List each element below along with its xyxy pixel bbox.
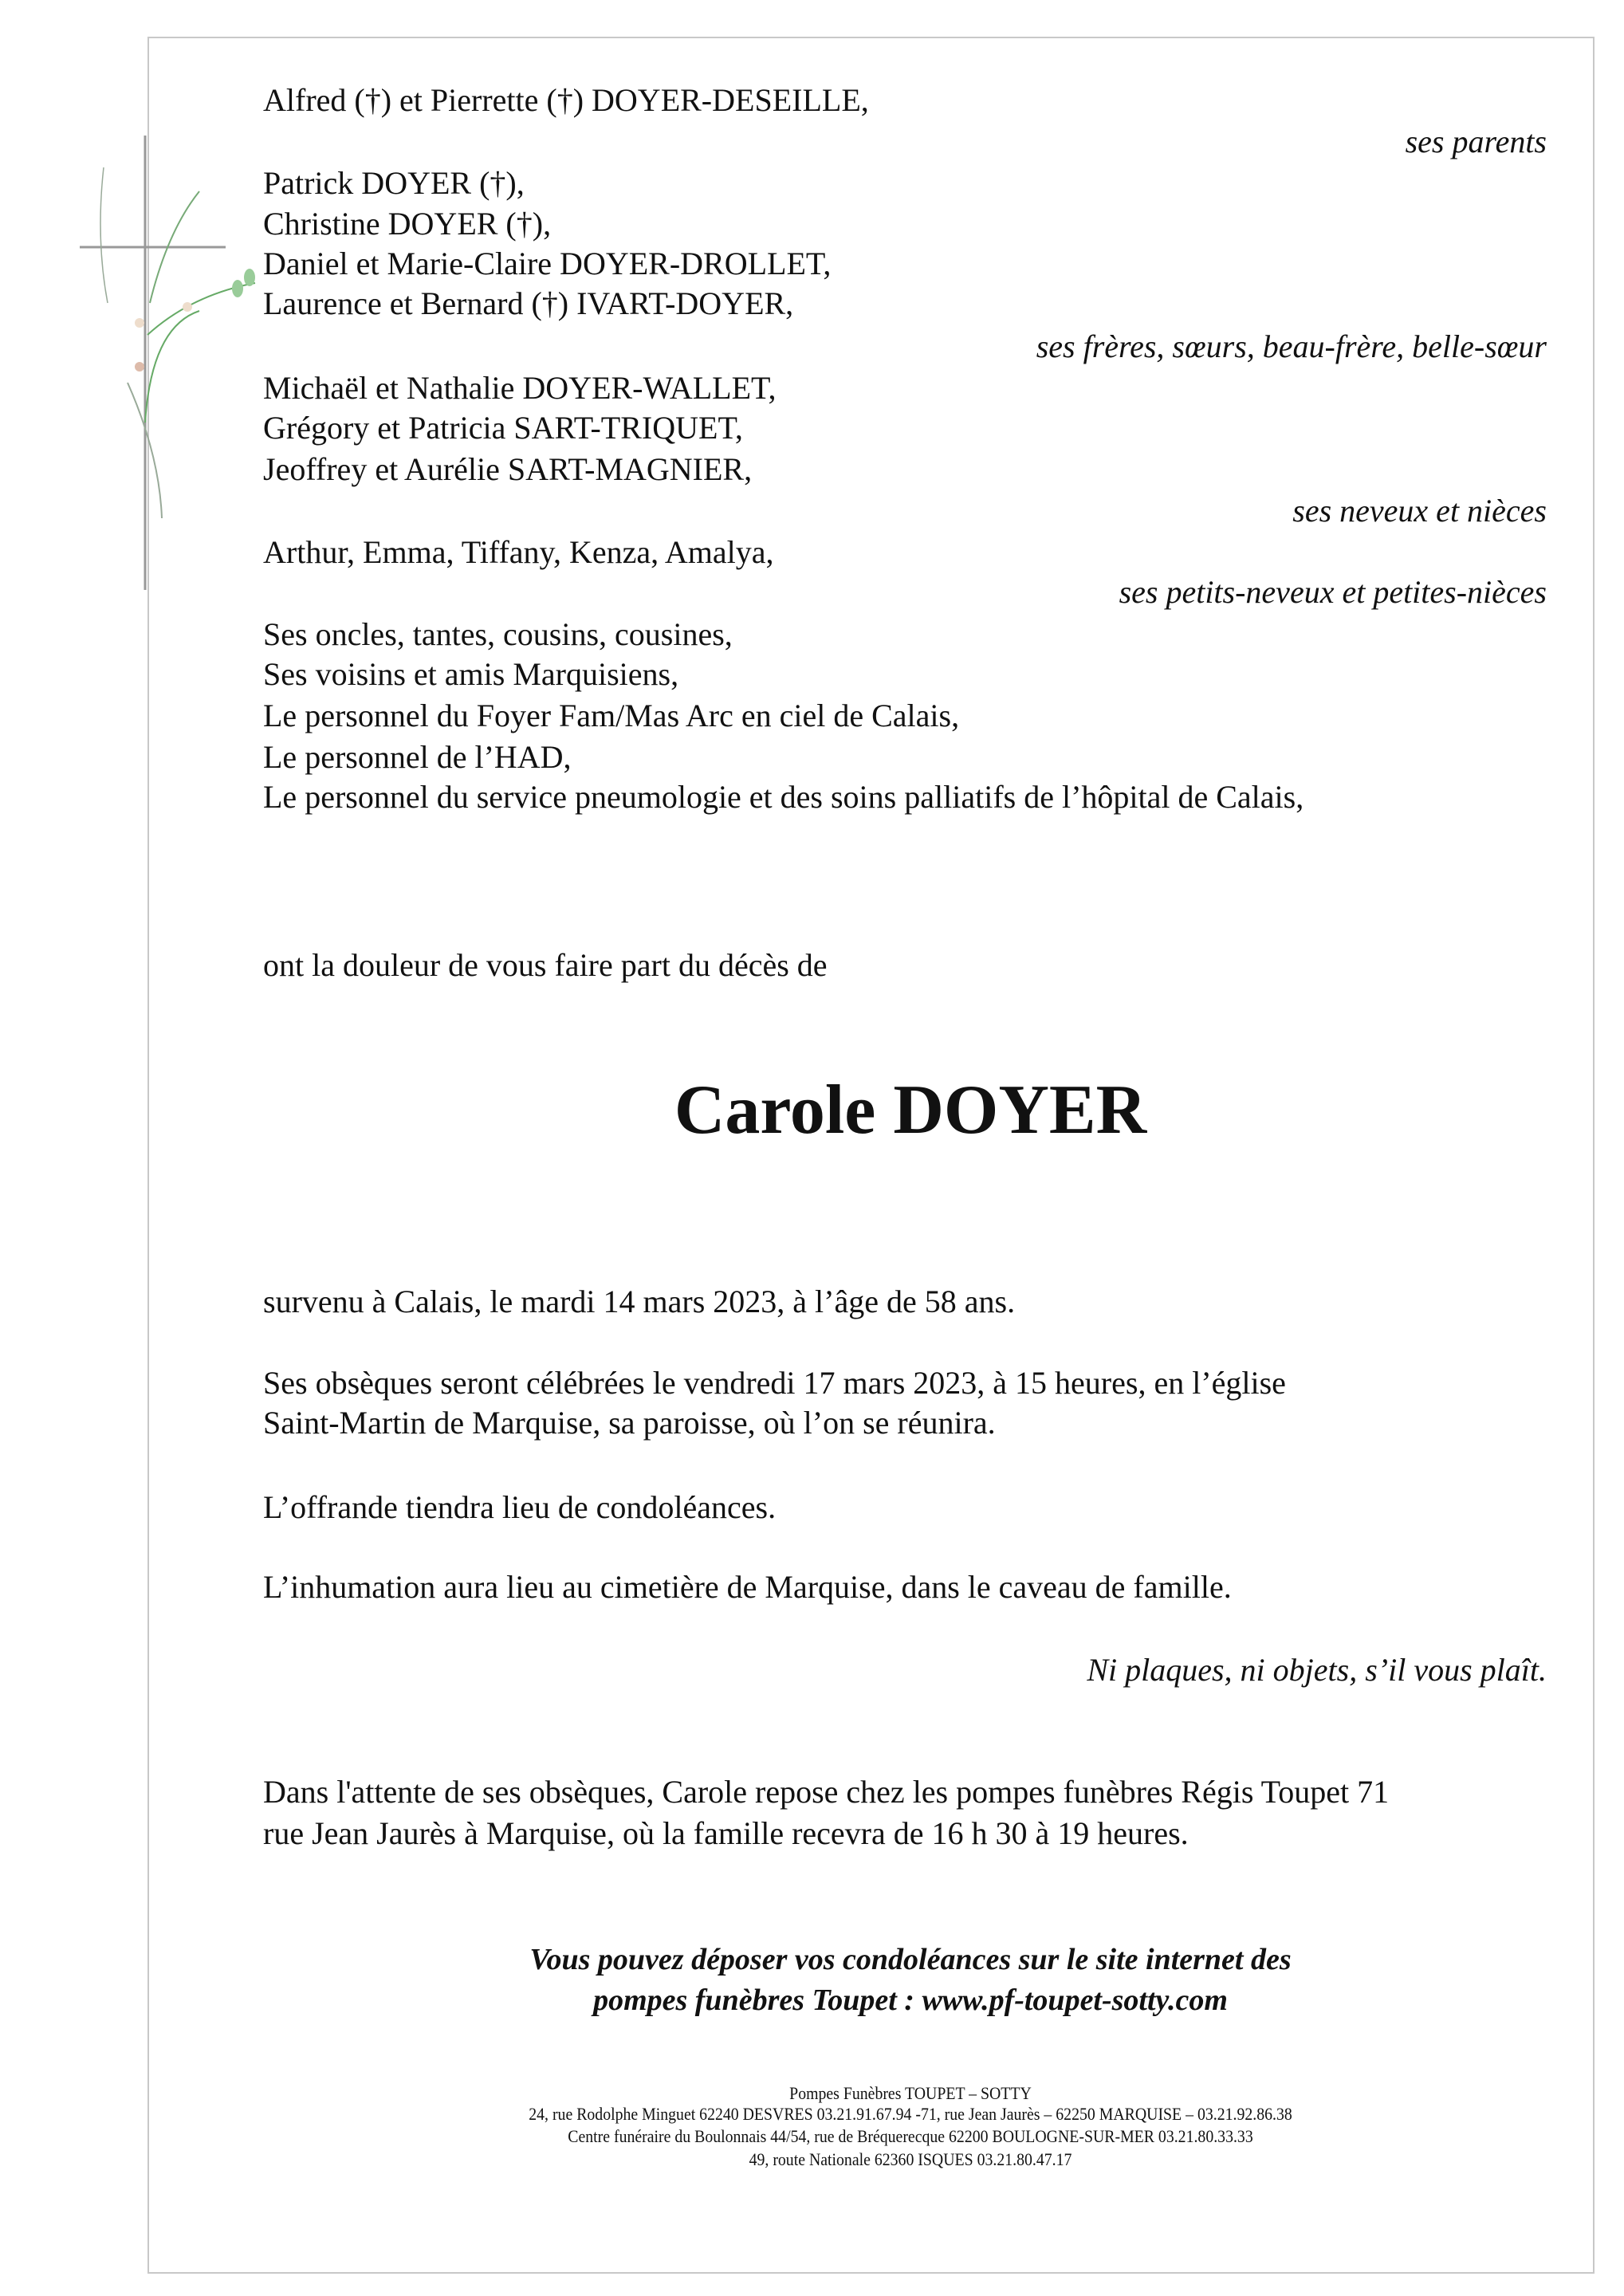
siblings-label: ses frères, sœurs, beau-frère, belle-sœur [1036,328,1547,364]
footer-line: Pompes Funèbres TOUPET – SOTTY [789,2083,1032,2103]
condolences-website[interactable]: pompes funèbres Toupet : www.pf-toupet-sotty.com [593,1983,1228,2017]
others-line: Le personnel de l’HAD, [263,739,572,775]
grandnephews-label: ses petits-neveux et petites-nièces [1119,574,1547,610]
others-line: Ses voisins et amis Marquisiens, [263,656,679,692]
nephew-line: Michaël et Nathalie DOYER-WALLET, [263,370,777,406]
burial-details: L’inhumation aura lieu au cimetière de Marquise, dans le caveau de famille. [263,1569,1232,1605]
sibling-line: Christine DOYER (†), [263,206,552,242]
death-details: survenu à Calais, le mardi 14 mars 2023, à l’âge de 58 ans. [263,1284,1016,1319]
offering-note: L’offrande tiendra lieu de condoléances. [263,1489,777,1525]
announcement: ont la douleur de vous faire part du décès de [263,947,828,983]
request-note: Ni plaques, ni objets, s’il vous plaît. [1087,1652,1547,1688]
sibling-line: Daniel et Marie-Claire DOYER-DROLLET, [263,246,832,281]
deceased-name: Carole DOYER [674,1071,1147,1149]
visitation-details: Dans l'attente de ses obsèques, Carole repose chez les pompes funèbres Régis Toupet 71 [263,1774,1390,1810]
footer-line: 49, route Nationale 62360 ISQUES 03.21.80.47.17 [749,2149,1072,2169]
parents-label: ses parents [1405,124,1547,159]
nephews-label: ses neveux et nièces [1292,493,1547,529]
funeral-details: Saint-Martin de Marquise, sa paroisse, où l’on se réunira. [263,1405,996,1441]
others-line: Le personnel du service pneumologie et des soins palliatifs de l’hôpital de Calais, [263,779,1304,815]
funeral-details: Ses obsèques seront célébrées le vendredi 17 mars 2023, à 15 heures, en l’église [263,1365,1286,1401]
cross-flower-icon [80,120,287,598]
others-line: Le personnel du Foyer Fam/Mas Arc en ciel de Calais, [263,698,960,733]
footer-line: Centre funéraire du Boulonnais 44/54, rue de Bréquerecque 62200 BOULOGNE-SUR-MER 03.21.80.33.33 [568,2126,1253,2146]
sibling-line: Laurence et Bernard (†) IVART-DOYER, [263,285,794,321]
nephew-line: Jeoffrey et Aurélie SART-MAGNIER, [263,451,753,487]
nephew-line: Grégory et Patricia SART-TRIQUET, [263,410,743,446]
grandnephews-line: Arthur, Emma, Tiffany, Kenza, Amalya, [263,534,774,570]
condolences-note: Vous pouvez déposer vos condoléances sur le site internet des [529,1943,1292,1976]
parents-line: Alfred (†) et Pierrette (†) DOYER-DESEILLE, [263,82,869,118]
others-line: Ses oncles, tantes, cousins, cousines, [263,616,733,652]
visitation-details: rue Jean Jaurès à Marquise, où la famille recevra de 16 h 30 à 19 heures. [263,1815,1189,1851]
footer-line: 24, rue Rodolphe Minguet 62240 DESVRES 03.21.91.67.94 -71, rue Jean Jaurès – 62250 MARQUISE – 03.21.92.86.38 [529,2104,1292,2124]
sibling-line: Patrick DOYER (†), [263,165,525,201]
